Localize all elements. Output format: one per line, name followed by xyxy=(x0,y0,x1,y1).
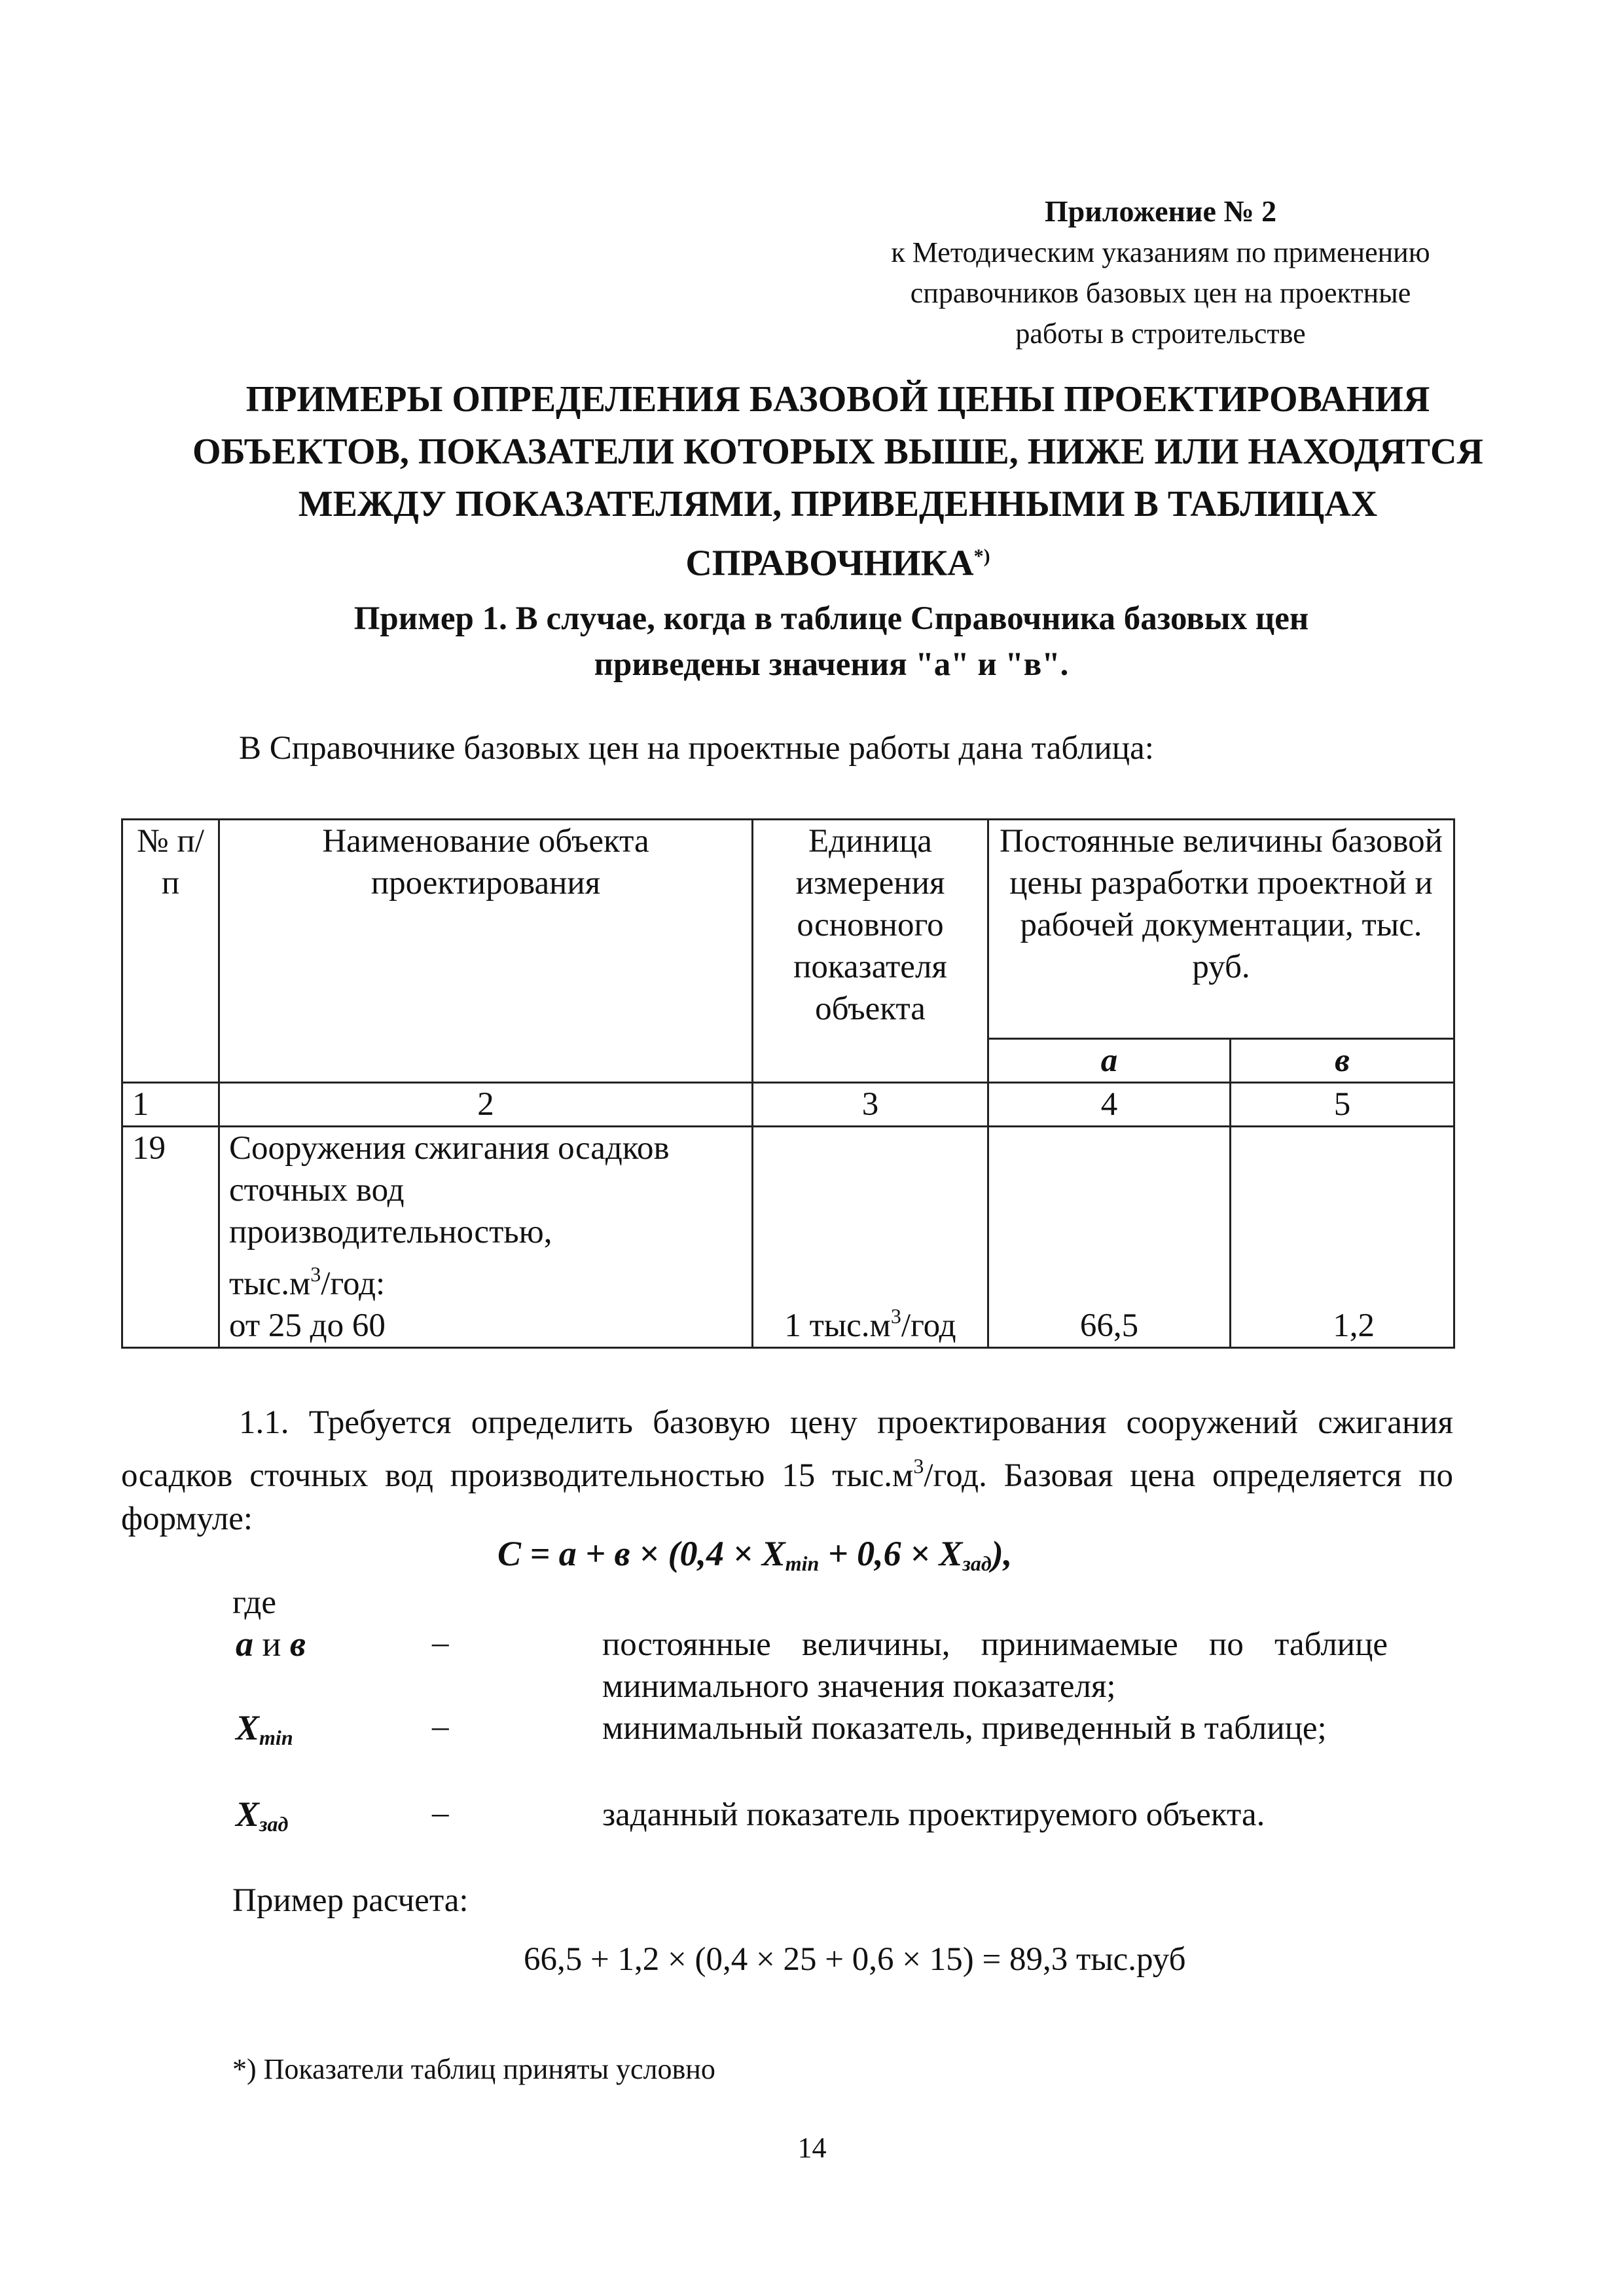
appendix-title: Приложение № 2 xyxy=(1044,194,1277,228)
row-unit-sup: 3 xyxy=(890,1304,901,1328)
term-a: а xyxy=(236,1624,253,1664)
paragraph-sup: 3 xyxy=(913,1454,924,1478)
term-x-min: X xyxy=(236,1708,260,1747)
row-value-a: 66,5 xyxy=(988,1127,1231,1348)
formula-part-1: С = а + в × (0,4 × X xyxy=(497,1534,785,1573)
header-a: а xyxy=(988,1039,1231,1083)
header-b: в xyxy=(1231,1039,1454,1083)
heading-line-2: ОБЪЕКТОВ, ПОКАЗАТЕЛИ КОТОРЫХ ВЫШЕ, НИЖЕ ИЛИ НАХОДЯТСЯ xyxy=(192,431,1483,472)
heading-line-1: ПРИМЕРЫ ОПРЕДЕЛЕНИЯ БАЗОВОЙ ЦЕНЫ ПРОЕКТИРОВАНИЯ xyxy=(245,379,1430,420)
row-name-unit-post: /год: xyxy=(321,1266,386,1302)
colnum-1: 1 xyxy=(122,1083,219,1127)
header-num: № п/п xyxy=(122,820,219,1083)
formula-part-2: + 0,6 × X xyxy=(819,1534,963,1573)
row-range: от 25 до 60 xyxy=(229,1307,386,1344)
definition-text-1: постоянные величины, принимаемые по таблице минимального значения показателя; xyxy=(602,1626,1388,1705)
definition-term-xmin xyxy=(236,1707,293,1750)
term-x-zad-sub: зад xyxy=(259,1812,289,1836)
example-title-line-2: приведены значения "а" и "в". xyxy=(594,646,1069,683)
colnum-4: 4 xyxy=(988,1083,1231,1127)
row-name-line-3: производительностью, xyxy=(229,1214,552,1250)
term-x-zad: X xyxy=(236,1795,260,1834)
row-num: 19 xyxy=(122,1127,219,1348)
row-name-unit xyxy=(229,1253,746,1305)
header-unit: Единица измерения основного показателя объекта xyxy=(753,820,988,1083)
table-colnum-row xyxy=(122,1083,1454,1127)
formula-sub-2: зад xyxy=(962,1552,992,1575)
appendix-line-1: к Методическим указаниям по применению xyxy=(891,236,1430,268)
row-name xyxy=(219,1127,753,1348)
calc-expression: 66,5 + 1,2 × (0,4 × 25 + 0,6 × 15) = 89,3 тыс.руб xyxy=(524,1941,1186,1978)
definition-term-xzad xyxy=(236,1794,288,1836)
heading-footnote-mark: *) xyxy=(973,545,990,567)
row-name-unit-sup: 3 xyxy=(310,1262,321,1286)
row-name-line-2: сточных вод xyxy=(229,1172,405,1209)
heading-last-word: СПРАВОЧНИКА xyxy=(685,543,974,584)
row-name-line-1: Сооружения сжигания осадков xyxy=(229,1130,670,1167)
reference-table xyxy=(121,818,1455,1349)
row-unit xyxy=(753,1127,988,1348)
appendix-line-3: работы в строительстве xyxy=(1015,318,1306,350)
colnum-2: 2 xyxy=(219,1083,753,1127)
where-label: где xyxy=(232,1584,276,1621)
header-name: Наименование объекта проектирования xyxy=(219,820,753,1083)
row-unit-pre: 1 тыс.м xyxy=(784,1307,891,1344)
definition-dash-2: – xyxy=(432,1708,449,1745)
formula-sub-1: min xyxy=(785,1552,820,1575)
page-number: 14 xyxy=(797,2132,827,2164)
table-header-row xyxy=(122,820,1454,1039)
formula-part-3: ), xyxy=(991,1534,1013,1573)
heading-line-4 xyxy=(111,530,1564,590)
example-title-line-1: Пример 1. В случае, когда в таблице Справочника базовых цен xyxy=(353,600,1309,637)
colnum-3: 3 xyxy=(753,1083,988,1127)
row-value-b: 1,2 xyxy=(1231,1127,1454,1348)
definition-term-a-b xyxy=(236,1624,306,1664)
header-const: Постоянные величины базовой цены разработки проектной и рабочей документации, тыс. руб. xyxy=(988,820,1454,1039)
definition-text-3: заданный показатель проектируемого объекта. xyxy=(602,1796,1265,1833)
colnum-5: 5 xyxy=(1231,1083,1454,1127)
example-intro: В Справочнике базовых цен на проектные работы дана таблица: xyxy=(239,730,1154,767)
term-x-min-sub: min xyxy=(259,1726,293,1749)
definition-dash-3: – xyxy=(432,1795,449,1831)
heading-line-3: МЕЖДУ ПОКАЗАТЕЛЯМИ, ПРИВЕДЕННЫМИ В ТАБЛИЦАХ xyxy=(298,484,1378,524)
formula xyxy=(497,1532,1012,1585)
paragraph-part-2: /год. Базовая цена определяется по формуле: xyxy=(121,1457,1453,1537)
row-unit-post: /год xyxy=(901,1307,956,1344)
footnote: *) Показатели таблиц приняты условно xyxy=(232,2053,715,2085)
definition-text-2: минимальный показатель, приведенный в таблице; xyxy=(602,1710,1327,1747)
paragraph-part-1: 1.1. Требуется определить базовую цену проектирования сооружений сжигания осадков сточных вод производительностью 15 тыс.м xyxy=(121,1404,1453,1494)
table-row xyxy=(122,1127,1454,1348)
term-and: и xyxy=(253,1624,290,1664)
calc-label: Пример расчета: xyxy=(232,1882,469,1919)
paragraph-1-1 xyxy=(121,1401,1453,1540)
row-name-unit-pre: тыс.м xyxy=(229,1266,311,1302)
definition-dash-1: – xyxy=(432,1624,449,1661)
appendix-line-2: справочников базовых цен на проектные xyxy=(910,277,1411,309)
term-b: в xyxy=(289,1624,306,1664)
